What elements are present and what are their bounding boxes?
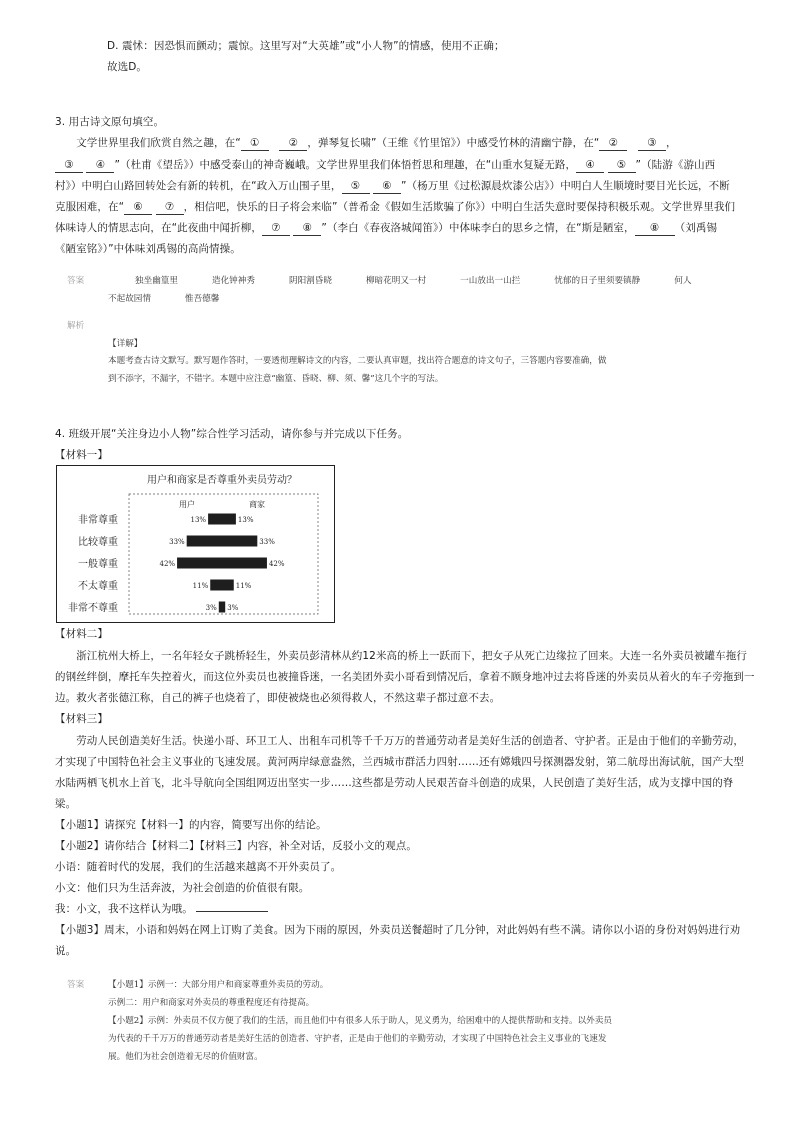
answer-label: 答案 [67,276,85,286]
bar-merchants [222,536,257,547]
q4-answer-label: 答案 [67,980,85,990]
material-2-label: 【材料二】 [55,628,108,640]
q3-answers-row1 [135,272,725,290]
value-label-merchants: 3% [227,604,239,612]
answer-6: 忧郁的日子里须要镇静 [554,276,641,286]
detail-line-1: 本题考查古诗文默写。默写题作答时，一要透彻理解诗文的内容，二要认真审题，找出符合题意的诗文句子，三答题内容要准确，做 [108,356,607,366]
blank-6[interactable]: ⑥ [373,179,401,194]
q3-line-5: 体味诗人的情思志向，在“此夜曲中闻折柳， ⑦ ⑧ ”（李白《春夜洛城闻笛》）中体味李白的思乡之情，在“斯是陋室， ⑧ （刘禹锡 [55,222,718,234]
value-label-merchants: 33% [259,538,275,546]
subquestion-2: 【小题2】请你结合【材料二】【材料三】内容，补全对话，反驳小文的观点。 [55,840,417,852]
q3-title: 3. 用古诗文原句填空。 [55,116,165,128]
category-label: 非常不尊重 [68,603,118,614]
bar-merchants [222,558,267,569]
value-label-merchants: 42% [268,560,285,568]
q3-line-6: 《陋室铭》）”中体味刘禹锡的高尚情操。 [55,243,241,255]
material-2-line-1: 浙江杭州大桥上，一名年轻女子跳桥轻生，外卖员彭清林从约12米高的桥上一跃而下，把女子从死亡边缘拉了回来。大连一名外卖员被罐车拖行 [55,650,747,662]
bar-users [210,580,222,591]
material-2-line-2: 的钢丝绊倒，摩托车失控着火，而这位外卖员也被撞昏迷，一名美团外卖小哥看到情况后，拿着不顾身地冲过去将昏迷的外卖员从着火的车子旁拖到一 [55,671,755,683]
option-d-explanation: D. 震怵：因恐惧而颤动；震惊。这里写对“大英雄”或“小人物”的情感，使用不正确； [107,40,505,52]
material-3-line-2: 才实现了中国特色社会主义事业的飞速发展。黄河两岸绿意盎然，兰西城市群活力四射……还有嫦娥四号探测器发射，第二航母出海试航，国产大型 [55,756,744,768]
blank-2[interactable]: ② [279,136,307,151]
category-label: 不太尊重 [78,581,118,592]
material-3-line-3: 水陆两栖飞机水上首飞，北斗导航向全国组网迈出坚实一步……这些都是劳动人民艰苦奋斗创造的成果，人民创造了美好生活，成为支撑中国的脊 [55,777,734,789]
answer-1: 独坐幽篁里 [135,276,178,286]
subquestion-3-line-1: 【小题3】周末，小语和妈妈在网上订购了美食。因为下雨的原因，外卖员送餐超时了几分钟，对此妈妈有些不满。请你以小语的身份对妈妈进行劝 [55,924,741,936]
q4-answer-line-2: 示例二：用户和商家对外卖员的尊重程度还有待提高。 [108,998,315,1008]
blank-3b[interactable]: ③ [55,158,83,173]
bar-merchants [222,514,236,525]
respect-survey-chart [56,465,335,623]
value-label-users: 33% [169,538,185,546]
q4-title: 4. 班级开展“关注身边小人物”综合性学习活动，请你参与并完成以下任务。 [55,428,409,440]
value-label-merchants: 13% [237,516,254,524]
detail-title: 【详解】 [108,339,143,349]
chart-title: 用户和商家是否尊重外卖员劳动？ [147,475,297,486]
q3-line-3: 村》）中明白山路回转处会有新的转机，在“政入万山围子里， ⑤ ⑥ ”（杨万里《过松源晨炊漆公店》）中明白人生顺境时要目光长远，不断 [55,180,730,192]
blank-2b[interactable]: ② [599,136,627,151]
blank-4b[interactable]: ④ [576,158,604,173]
q4-answer-line-5: 展。他们为社会创造着无尽的价值财富。 [108,1052,263,1062]
blank-8[interactable]: ⑧ [293,221,321,236]
answer-8: 不起故园情 [108,294,151,304]
q2-conclusion: 故选D。 [107,61,147,73]
dialog-answer-blank[interactable] [196,911,268,912]
q3-answers-row2 [108,290,253,308]
bar-users [219,602,222,613]
analysis-label: 解析 [67,321,85,331]
blank-7b[interactable]: ⑦ [262,221,290,236]
q4-answer-line-3: 【小题2】示例：外卖员不仅方便了我们的生活，而且他们中有很多人乐于助人，见义勇为，给困难中的人提供帮助和支持。以外卖员 [108,1016,612,1026]
material-3-label: 【材料三】 [55,713,108,725]
q3-line-1: 文学世界里我们欣赏自然之趣，在“ ① ② ，弹琴复长啸”（王维《竹里馆》）中感受竹林的清幽宁静，在“ ② ③ ， [55,137,677,149]
answer-3: 阴阳割昏晓 [288,276,332,286]
category-label: 比较尊重 [78,537,118,548]
dialog-me: 我：小文，我不这样认为哦。 [55,899,268,920]
blank-6b[interactable]: ⑥ [124,200,152,215]
blank-5b[interactable]: ⑤ [342,179,370,194]
dialog-xiaowen: 小文：他们只为生活奔波，为社会创造的价值很有限。 [55,882,310,894]
q3-line-2: ③ ④ ”（杜甫《望岳》）中感受泰山的神奇巍峨。文学世界里我们体悟哲思和理趣，在“山重水复疑无路， ④ ⑤ ”（陆游《游山西 [55,155,715,176]
series-label-merchants: 商家 [249,500,265,509]
subquestion-1: 【小题1】请探究【材料一】的内容，简要写出你的结论。 [55,819,327,831]
bar-merchants [222,580,234,591]
blank-7[interactable]: ⑦ [156,200,184,215]
blank-3[interactable]: ③ [638,136,666,151]
answer-4: 柳暗花明又一村 [365,276,427,286]
blank-5[interactable]: ⑤ [608,158,636,173]
value-label-merchants: 11% [235,582,252,590]
dialog-xiaoyu: 小语：随着时代的发展，我们的生活越来越离不开外卖员了。 [55,861,342,873]
material-3-line-4: 梁。 [55,798,77,810]
bar-users [177,558,222,569]
blank-4[interactable]: ④ [86,158,114,173]
answer-2: 造化钟神秀 [211,276,255,286]
material-2-line-3: 边。救火者张德江称，自己的裤子也烧着了，即使被烧也必须得救人，不然这辈子都过意不去。 [55,692,501,704]
material-1-label: 【材料一】 [55,449,108,461]
detail-line-2: 到不添字，不漏字，不错字。本题中应注意“幽篁、昏晓、柳、须、馨”这几个字的写法。 [108,374,444,384]
bar-users [208,514,222,525]
subquestion-3-line-2: 说。 [55,945,77,957]
q4-answer-line-4: 为代表的千千万万的普通劳动者是美好生活的创造者、守护者，正是由于他们的辛勤劳动，才实现了中国特色社会主义事业的飞速发 [108,1034,607,1044]
category-label: 非常尊重 [78,515,118,526]
series-label-users: 用户 [179,500,195,509]
value-label-users: 11% [192,582,209,590]
answer-9: 惟吾德馨 [184,294,220,304]
value-label-users: 42% [159,560,176,568]
blank-1[interactable]: ① [241,136,269,151]
bar-users [187,536,222,547]
blank-8b[interactable]: ⑧ [635,221,675,236]
bar-merchants [222,602,225,613]
q3-line-4: 克服困难，在“ ⑥ ⑦ ，相信吧，快乐的日子将会来临”（普希金《假如生活欺骗了你》）中明白生活失意时要保持积极乐观。文学世界里我们 [55,201,736,213]
category-label: 一般尊重 [78,559,118,570]
value-label-users: 3% [205,604,217,612]
material-3-line-1: 劳动人民创造美好生活。快递小哥、环卫工人、出租车司机等千千万万的普通劳动者是美好生活的创造者、守护者。正是由于他们的辛勤劳动， [55,735,744,747]
value-label-users: 13% [190,516,207,524]
answer-7: 何人 [674,276,692,286]
q4-answer-line-1: 【小题1】示例一：大部分用户和商家尊重外卖员的劳动。 [108,980,329,990]
answer-5: 一山放出一山拦 [460,276,521,286]
